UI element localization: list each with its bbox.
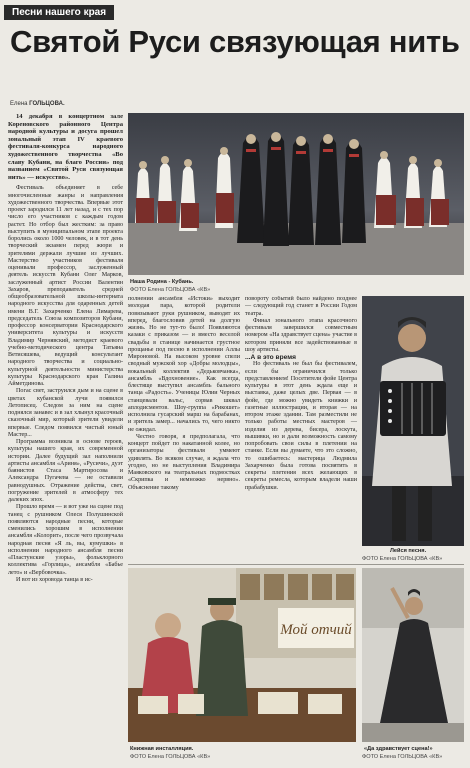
lead-paragraph: 14 декабря в концертном зале Кореновского районного Центра народной культуры и досуга прошел зональный этап IV краевого фестиваля-конкурса народного художественного творчества «Во славу Кубани, на благо России» под названием «Святой Руси связующая нить» — искусство».	[8, 113, 123, 181]
exhibit-banner-text: Мой отчий	[280, 622, 352, 638]
credit-main-photo: ФОТО Елена ГОЛЬЦОВА «КВ»	[130, 287, 211, 293]
byline: Елена ГОЛЬЦОВА.	[10, 101, 65, 107]
paragraph: повороту событий было найдено позднее — следующий год станет в России Годом театра.	[245, 296, 357, 317]
column-1	[8, 113, 123, 765]
divider	[128, 564, 464, 565]
paragraph: Честно говоря, я предполагала, что концерт пойдет по накатанной колее, но организаторы фестиваля уммеют удивлять. Во всяком случае, я ждала что угодно, но не выступления Владимира Маяковского на театральных подмостках «Скрипка и немножко нервно». Объяснение такому	[128, 433, 240, 491]
paragraph: Фестиваль объединяет в себе многочисленные жанры и направления художественного творчества. Впервые этот проект зародился 11 лет назад, и с тех пор число его участников с каждым годом растет. Но отбор был жестким: за право выступить в муниципальном этапе проекта боролись около 1000 человек, и в тот день творческий экзамен перед жюри и зрителями держали лучшие из лучших. Мастерство участников фестиваля оценивали профессор, заслуженный деятель искусств Кубани Олег Марков, заслуженный артист России Валентин Захаров, преподаватель средней общеобразовательной школы-интерната народного искусства для одаренных детей имени В.Г. Захарченко Елена Лимарева, председатель Союза композиторов Кубани, профессор консерватории Краснодарского университета культуры и искусств Владимир Чернявский, методист краевого учебно-методического центра Татьяна Ветисяшева, ведущий консультант народного творчества и социально-культурной деятельности министерства культуры Краснодарского края Галина Айметдинова.	[8, 185, 123, 388]
paragraph: Но фестиваль не был бы фестивалем, если бы ограничился только представлением! Посетители фойе Центра культуры в этот день ждала еще и выставка, даже целых две. Первая — в фойе, где можно увидеть книжки и газетные иллюстрации, и вторая — на втором этаже здании. Там разместили не только работы местных мастеров — изделия из дерева, бисера, лоскута, вышивки, но и дали возможность самому попробовать свои силы в плетении на станке. Если вы думаете, что это сложно, то ошибаетесь: мастерица Людмила Захарченко была готова посвятить в секреты плетения всех желающих в секреты ремесла, которым владели наши прабабушки.	[245, 361, 357, 491]
credit-exhibit: ФОТО Елена ГОЛЬЦОВА «КВ»	[130, 754, 211, 760]
paragraph: Финал зонального этапа красочного фестиваля завершился совместным номером «На здравствует сцена» участие в котором приняли все задействованные в шоу артисты.	[245, 317, 357, 353]
paragraph: Программа возникла в основе героев, культуры нашего края, их современной истории. Далее будущий зал наполнили артисты ансамбля «Ариня», «Русичи», дуэт баянистов Стаса Мартиросова и Александра Пугачева — не оставили равнодушных. Отражение действа, свет, погружение зрителей в атмосферу тех далеких эпох.	[8, 439, 123, 504]
accordion-player-photo	[362, 296, 464, 546]
paragraph: Погас свет, заструился дым и на сцене в цветах кубанской лучи появился Летописец. Следом за ним на сцене поднялся занавес и в зал хлынул красочный сказочный мир, который зрители увидели впервые. Следом появился чистый юный Мастер...	[8, 388, 123, 438]
paragraph: И вот из хоровода танца в ис-	[16, 576, 93, 583]
section-rubric: Песни нашего края	[4, 5, 114, 20]
column-2	[128, 296, 240, 554]
credit-accordion: ФОТО Елена ГОЛЬЦОВА «КВ»	[362, 556, 443, 562]
main-photo-dancers	[128, 113, 464, 275]
exhibit-photo	[128, 568, 356, 742]
subheading: ...А в это время	[245, 354, 296, 361]
caption-main-photo: Наша Родина - Кубань.	[130, 279, 194, 285]
caption-exhibit: Книжная инсталляция.	[130, 746, 194, 752]
paragraph: Прошло время — и вот уже на сцене под танец с рушником Олеся Полушинской появляются народные песни, которые сменились хорошим в исполнении ансамбля «Колорит», после чего прозвучала народная песня «Я ль, вы, кумушки» в исполнении народного ансамбля песни «Пластунские узоры», фольклорного коллектива «Горлица», ансамбля «Бабье лето» и «Вербовочка».	[8, 504, 123, 576]
column-3	[245, 296, 357, 554]
caption-accordion: Лейся песня.	[390, 548, 427, 554]
article-headline: Святой Руси связующая нить	[10, 24, 460, 59]
stage-dancer-photo	[362, 568, 464, 742]
credit-stage: ФОТО Елена ГОЛЬЦОВА «КВ»	[362, 754, 443, 760]
paragraph: полнении ансамбля «Истоки» выходит молодая пара, которой родители повязывают руки рушником, выводят их вперед, благословив детей на долгую жизнь. Но не тут-то было! Появляются казаки с приказом — и вместо веселой свадьбы в станице начинается грустное прощанье под песню в исполнении Аллы Мироновой. На высоком уровне спели сводный мужской хор «Добры молодцы», вокальный коллектив «Дедьковчанка», ансамбль «Вдохновение». Как всегда, блестяще выступил ансамбль бального танца «Радость». Ученицы Юлии Черных станцевали вальс, сорвав шквал аплодисментов. Шоу-группа «Рикошет» исполнила гусарский марш на барабанах, и зритель замер... начались то, чего никто не ожидал.	[128, 296, 240, 433]
caption-stage: «Да здравствует сцена!»	[364, 746, 433, 752]
